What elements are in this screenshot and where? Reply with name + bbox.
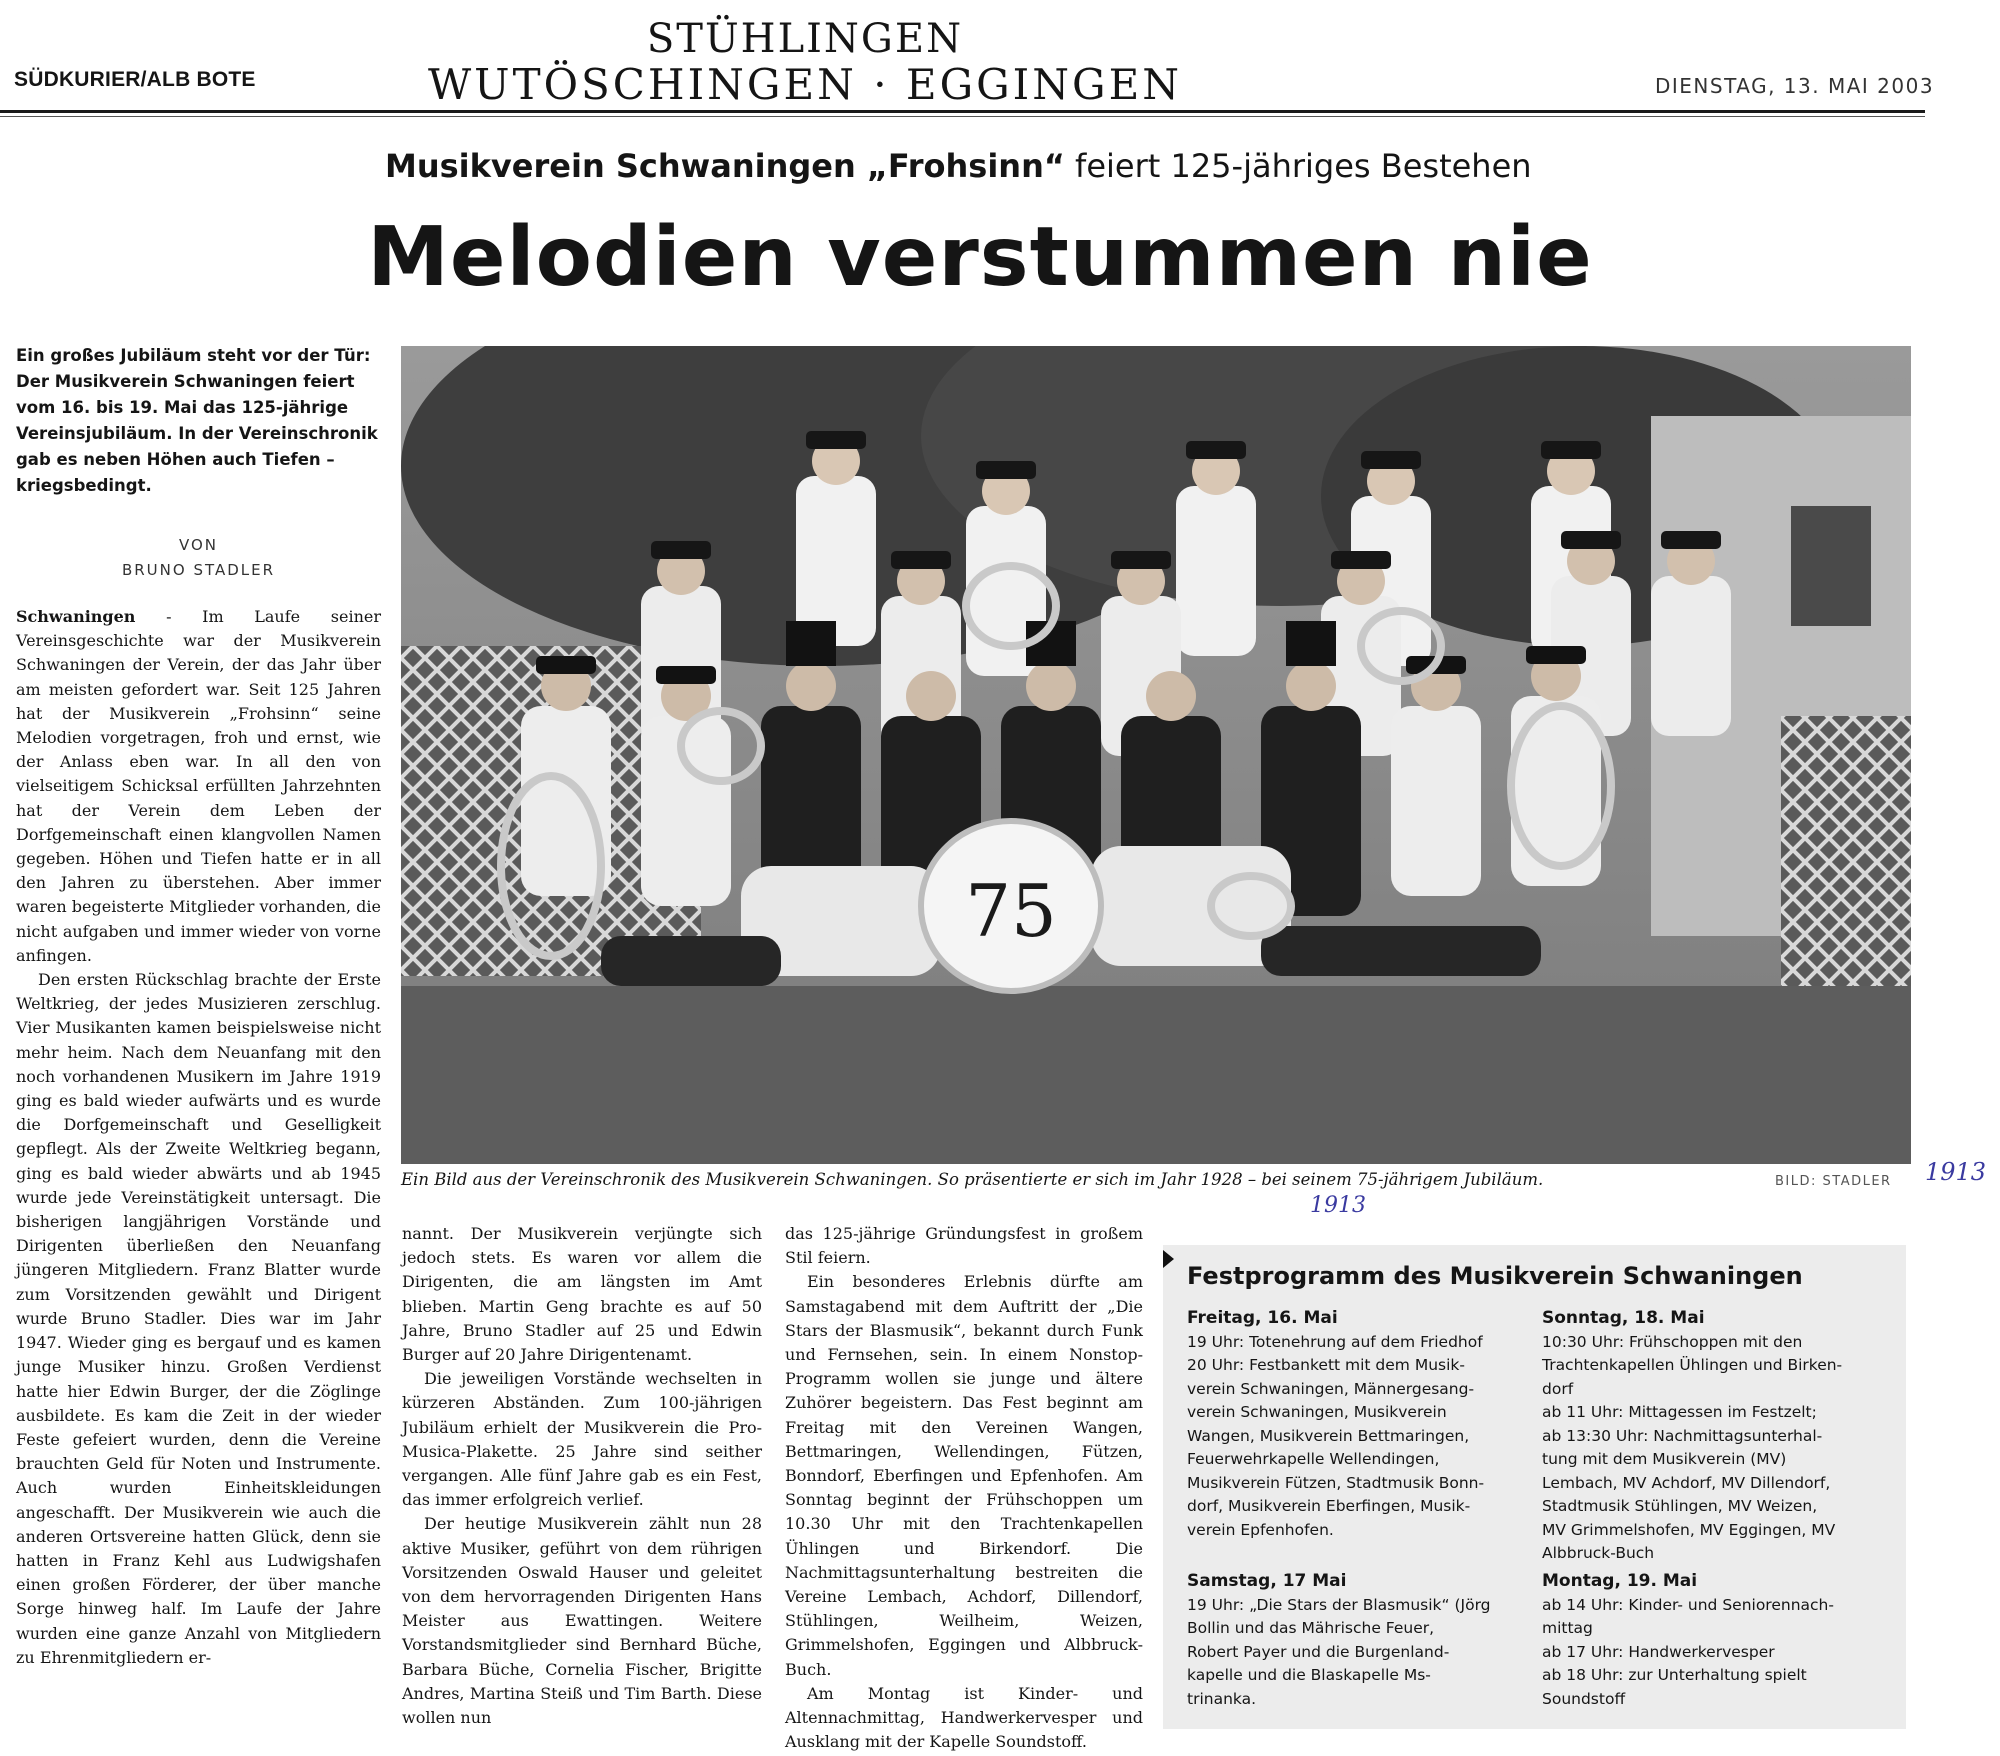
program-line: dorf, Musikverein Eberfingen, Musik- (1187, 1497, 1471, 1515)
handwritten-note: 1913 (1925, 1158, 1987, 1186)
article-paragraph: Die jeweiligen Vorstände wechselten in kürzeren Abständen. Zum 100-jährigen Jubiläum erhielt der Musikverein die Pro-Musica-Plakette. 25 Jahre sind seither vergangen. Alle fünf Jahre gab es ein Fest, das immer erfolgreich verlief. (402, 1369, 762, 1510)
article-paragraph: Am Montag ist Kinder- und Altennachmittag, Handwerkervesper und Ausklang mit der Kapelle Soundstoff. (785, 1683, 1143, 1752)
program-day-lines (1542, 1594, 1892, 1712)
article-column-2 (402, 1222, 762, 1730)
program-line: trinanka. (1187, 1689, 1257, 1708)
program-line: Albbruck-Buch (1542, 1544, 1655, 1562)
dateline: Schwaningen (16, 607, 136, 626)
byline-prefix: VON (178, 536, 219, 554)
article-column-3 (785, 1222, 1143, 1754)
program-day-lines (1187, 1594, 1527, 1712)
program-line: Wangen, Musikverein Bettmaringen, (1187, 1426, 1470, 1445)
program-line: 19 Uhr: „Die Stars der Blasmusik“ (Jörg (1187, 1595, 1491, 1614)
kicker-regular: feiert 125-jähriges Bestehen (1064, 147, 1532, 185)
handwritten-note: 1913 (1310, 1193, 1366, 1218)
program-day-sunday (1542, 1307, 1892, 1566)
program-line: Robert Payer und die Burgenland- (1187, 1642, 1450, 1661)
kicker-line (385, 147, 1532, 185)
program-line: tung mit dem Musikverein (MV) (1542, 1450, 1787, 1468)
program-line: Lembach, MV Achdorf, MV Dillendorf, (1542, 1473, 1831, 1492)
byline-author: BRUNO STADLER (121, 561, 276, 579)
program-line: ab 17 Uhr: Handwerkervesper (1542, 1642, 1775, 1661)
program-line: dorf (1542, 1379, 1574, 1398)
article-paragraph: nannt. Der Musikverein verjüngte sich jedoch stets. Es waren vor allem die Dirigenten, die am längsten im Amt blieben. Martin Geng brachte es auf 50 Jahre, Bruno Stadler auf 25 und Edwin Burger auf 20 Jahre Dirigentenamt. (402, 1224, 762, 1365)
program-line: Musikverein Fützen, Stadtmusik Bonn- (1187, 1473, 1485, 1492)
program-line: verein Schwaningen, Musikverein (1187, 1403, 1447, 1421)
program-day-saturday (1187, 1570, 1527, 1711)
box-marker-icon (1163, 1250, 1174, 1268)
program-day-heading: Samstag, 17 Mai (1187, 1571, 1347, 1591)
article-column-1 (16, 605, 381, 1670)
issue-date: DIENSTAG, 13. MAI 2003 (1655, 74, 1935, 98)
kicker-bold: Musikverein Schwaningen „Frohsinn“ (385, 147, 1065, 185)
newspaper-name: SÜDKURIER/ALB BOTE (14, 68, 256, 91)
program-line: kapelle und die Blaskapelle Ms- (1187, 1666, 1431, 1684)
edition-line-2: WUTÖSCHINGEN · EGGINGEN (428, 60, 1182, 109)
program-line: Bollin und das Mährische Feuer, (1187, 1619, 1435, 1637)
program-line: 20 Uhr: Festbankett mit dem Musik- (1187, 1356, 1465, 1374)
program-day-lines (1187, 1331, 1527, 1543)
group-photo (401, 346, 1911, 1164)
article-paragraph (16, 605, 381, 968)
program-day-monday (1542, 1570, 1892, 1711)
program-line: MV Grimmelshofen, MV Eggingen, MV (1542, 1520, 1836, 1539)
program-line: ab 13:30 Uhr: Nachmittagsunterhal- (1542, 1426, 1823, 1445)
program-day-lines (1542, 1331, 1892, 1566)
festprogramm-title: Festprogramm des Musikverein Schwaningen (1187, 1262, 1803, 1290)
program-line: mittag (1542, 1619, 1593, 1637)
article-paragraph: Den ersten Rückschlag brachte der Erste Weltkrieg, der jedes Musizieren zerschlug. Vier Musikanten kamen beispielsweise nicht mehr heim. Nach dem Neuanfang mit den noch vorhandenen Musikern im Jahre 1919 ging es bald wieder aufwärts und es wurde die Dorfgemeinschaft und Geselligkeit gepflegt. Als der Zweite Weltkrieg begann, ging es bald wieder abwärts und ab 1945 wurde jede Vereinstätigkeit untersagt. Die bisherigen langjährigen Vorstände und Dirigenten überließen den Neuanfang jüngeren Mitgliedern. Franz Blatter wurde zum Vorsitzenden gewählt und Dirigent wurde Bruno Stadler. Dies war im Jahr 1947. Wieder ging es bergauf und es kamen junge Musiker hinzu. Großen Verdienst hatte hier Edwin Burger, der die Zöglinge ausbildete. Es kam die Zeit in der wieder Feste gefeiert wurden, denn die Vereine brauchten Geld für Noten und Instrumente. Auch wurden Einheitskleidungen angeschafft. Der Musikverein wie auch die anderen Ortsvereine hatten Glück, denn sie hatten in Franz Kehl aus Ludwigshafen einen großen Förderer, der über manche Sorge hinweg half. Im Laufe der Jahre wurden eine ganze Anzahl von Mitgliedern zu Ehrenmitgliedern er- (16, 970, 381, 1667)
header-rule (0, 110, 1925, 113)
lead-paragraph: Ein großes Jubiläum steht vor der Tür: Der Musikverein Schwaningen feiert vom 16. bis 19. Mai das 125-jährige Vereinsjubiläum. In der Vereinschronik gab es neben Höhen auch Tiefen – kriegsbedingt. (16, 346, 378, 495)
paragraph-text: - Im Laufe seiner Vereinsgeschichte war der Musikverein Schwaningen der Verein, der das Jahr über am meisten gefordert war. Seit 125 Jahren hat der Musikverein „Frohsinn“ seine Melodien vorgetragen, froh und ernst, wie der Anlass eben war. In all den von vielseitigem Schicksal erfüllten Jahrzehnten hat der Verein dem Leben der Dorfgemeinschaft einen klangvollen Namen gegeben. Höhen und Tiefen hatte er in all den Jahren zu überstehen. Aber immer waren begeisterte Mitglieder vorhanden, die nicht aufgaben und immer wieder von vorne anfingen. (16, 607, 381, 965)
program-line: Trachtenkapellen Ühlingen und Birken- (1542, 1356, 1843, 1374)
photo-caption: Ein Bild aus der Vereinschronik des Musikverein Schwaningen. So präsentierte er sich im Jahr 1928 – bei seinem 75-jährigem Jubiläum. (401, 1170, 1544, 1189)
headline: Melodien verstummen nie (367, 210, 1593, 305)
program-line: ab 18 Uhr: zur Unterhaltung spielt (1542, 1666, 1807, 1684)
plaque-number: 75 (965, 869, 1057, 953)
edition-line-1: STÜHLINGEN (646, 16, 964, 62)
program-line: Feuerwehrkapelle Wellendingen, (1187, 1450, 1440, 1468)
program-line: ab 11 Uhr: Mittagessen im Festzelt; (1542, 1403, 1817, 1421)
header-rule-thin (0, 116, 1925, 117)
program-line: verein Schwaningen, Männergesang- (1187, 1379, 1475, 1398)
byline (16, 533, 381, 583)
program-day-friday (1187, 1307, 1527, 1542)
article-paragraph: das 125-jährige Gründungsfest in großem Stil feiern. (785, 1224, 1143, 1268)
edition-title (390, 16, 1220, 108)
program-day-heading: Montag, 19. Mai (1542, 1571, 1698, 1591)
photo-illustration (401, 346, 1911, 1164)
article-paragraph: Der heutige Musikverein zählt nun 28 aktive Musiker, geführt von dem rührigen Vorsitzenden Oswald Hauser und geleitet von dem hervorragenden Dirigenten Hans Meister aus Ewattingen. Weitere Vorstandsmitglieder sind Bernhard Büche, Barbara Büche, Cornelia Fischer, Brigitte Andres, Martina Steiß und Tim Barth. Diese wollen nun (402, 1514, 762, 1728)
program-line: verein Epfenhofen. (1187, 1520, 1334, 1539)
program-day-heading: Sonntag, 18. Mai (1542, 1308, 1705, 1328)
program-line: 19 Uhr: Totenehrung auf dem Friedhof (1187, 1332, 1483, 1351)
program-day-heading: Freitag, 16. Mai (1187, 1308, 1338, 1328)
article-paragraph: Ein besonderes Erlebnis dürfte am Samstagabend mit dem Auftritt der „Die Stars der Blasmusik“, bekannt durch Funk und Fernsehen, sein. In einem Nonstop-Programm wollen sie junge und ältere Zuhörer begeistern. Das Fest beginnt am Freitag mit den Vereinen Wangen, Bettmaringen, Wellendingen, Fützen, Bonndorf, Eberfingen und Epfenhofen. Am Sonntag beginnt der Frühschoppen um 10.30 Uhr mit den Trachtenkapellen Ühlingen und Birkendorf. Die Nachmittagsunterhaltung bestreiten die Vereine Lembach, Achdorf, Dillendorf, Stühlingen, Weilheim, Weizen, Grimmelshofen, Eggingen und Albbruck-Buch. (785, 1272, 1143, 1679)
program-line: ab 14 Uhr: Kinder- und Seniorennach- (1542, 1595, 1834, 1614)
program-line: Stadtmusik Stühlingen, MV Weizen, (1542, 1497, 1818, 1515)
program-line: 10:30 Uhr: Frühschoppen mit den (1542, 1332, 1803, 1351)
photo-credit: BILD: STADLER (1775, 1174, 1892, 1189)
program-line: Soundstoff (1542, 1689, 1626, 1708)
